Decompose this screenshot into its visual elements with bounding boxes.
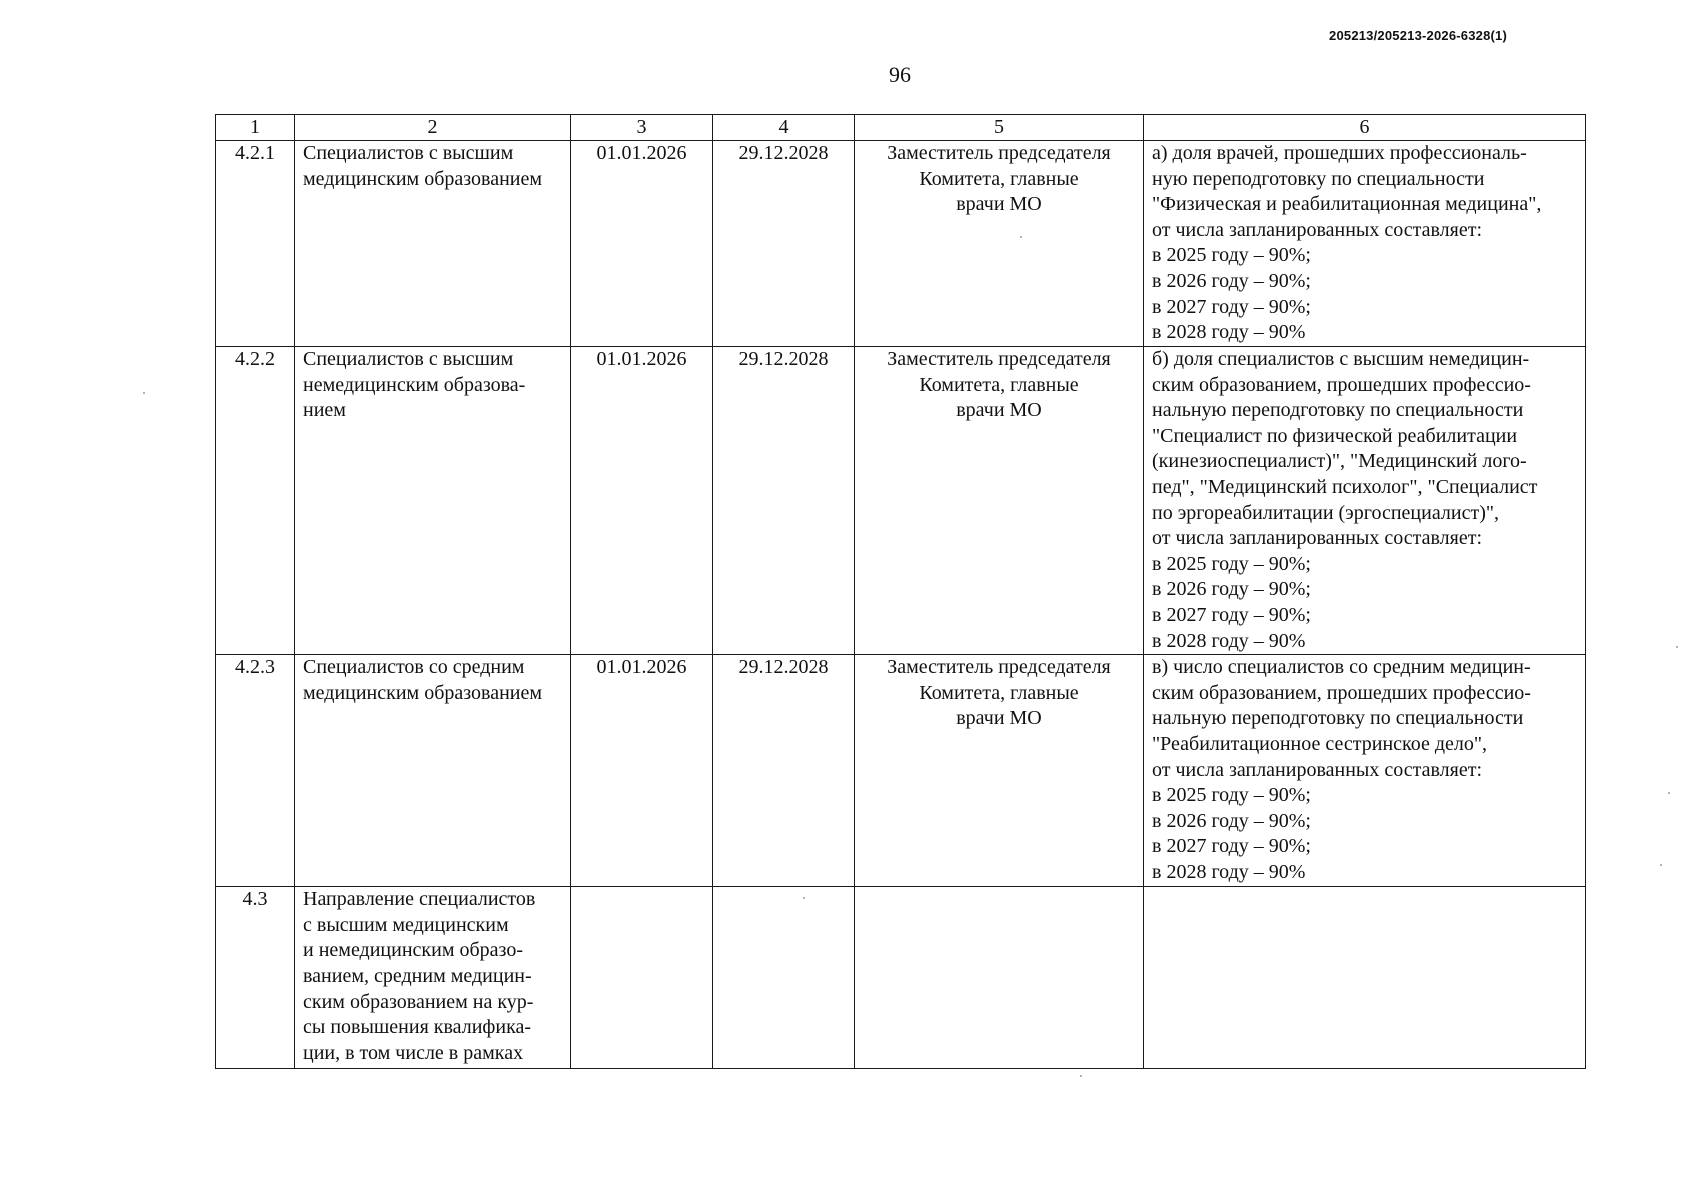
expected-result-line: в 2027 году – 90%; xyxy=(1152,603,1311,626)
expected-result-line: по эргореабилитации (эргоспециалист)", xyxy=(1152,501,1500,524)
expected-result-line: пед", "Медицинский психолог", "Специалист xyxy=(1152,475,1538,498)
expected-result xyxy=(1144,655,1586,887)
activity-name-line: ванием, средним медицин- xyxy=(303,964,532,987)
start-date xyxy=(571,887,713,1069)
scan-speck xyxy=(1676,646,1678,648)
responsible-line: Комитета, главные xyxy=(919,681,1079,704)
expected-result-line: б) доля специалистов с высшим немедицин- xyxy=(1152,348,1530,370)
start-date: 01.01.2026 xyxy=(571,347,713,655)
end-date: 29.12.2028 xyxy=(713,347,855,655)
expected-result-line: в 2026 году – 90%; xyxy=(1152,809,1311,832)
activity-name-line: Специалистов с высшим xyxy=(303,142,514,164)
column-header: 4 xyxy=(713,115,855,141)
expected-result-line: "Физическая и реабилитационная медицина", xyxy=(1152,193,1542,216)
page-number: 96 xyxy=(889,62,911,87)
responsible-line: Комитета, главные xyxy=(919,167,1079,190)
expected-result xyxy=(1144,887,1586,1069)
expected-result-line: (кинезиоспециалист)", "Медицинский лого- xyxy=(1152,450,1527,473)
document-id: 205213/205213-2026-6328(1) xyxy=(1329,28,1507,43)
activity-name-line: немедицинским образова- xyxy=(303,373,526,396)
activity-name xyxy=(295,347,571,655)
end-date xyxy=(713,887,855,1069)
table-row xyxy=(216,887,1586,1069)
scan-speck xyxy=(1080,1075,1082,1077)
table-row xyxy=(216,141,1586,347)
expected-result-line: в 2027 году – 90%; xyxy=(1152,835,1311,858)
column-header: 5 xyxy=(855,115,1144,141)
expected-result-line: "Реабилитационное сестринское дело", xyxy=(1152,732,1488,755)
responsible-line: Комитета, главные xyxy=(919,373,1079,396)
responsible-line: врачи МО xyxy=(956,193,1042,216)
activity-name-line: Специалистов со средним xyxy=(303,656,525,679)
start-date: 01.01.2026 xyxy=(571,141,713,347)
activity-name-line: Направление специалистов xyxy=(303,888,536,911)
row-number: 4.3 xyxy=(216,887,295,1069)
table-row xyxy=(216,655,1586,887)
expected-result-line: в 2025 году – 90%; xyxy=(1152,784,1311,807)
activity-name-line: медицинским образованием xyxy=(303,681,543,704)
expected-result xyxy=(1144,347,1586,655)
scan-speck xyxy=(143,392,145,394)
scan-speck xyxy=(1668,792,1670,794)
column-header: 2 xyxy=(295,115,571,141)
scan-speck xyxy=(803,897,805,899)
expected-result-line: от числа запланированных составляет: xyxy=(1152,758,1482,781)
end-date: 29.12.2028 xyxy=(713,655,855,887)
expected-result-line: в 2028 году – 90% xyxy=(1152,629,1306,652)
expected-result-line: от числа запланированных составляет: xyxy=(1152,527,1482,550)
expected-result-line: в 2025 году – 90%; xyxy=(1152,244,1311,267)
responsible xyxy=(855,141,1144,347)
activity-name xyxy=(295,141,571,347)
responsible-line: врачи МО xyxy=(956,399,1042,422)
scan-speck xyxy=(1660,864,1662,866)
row-number: 4.2.2 xyxy=(216,347,295,655)
activity-name xyxy=(295,655,571,887)
expected-result-line: в) число специалистов со средним медицин- xyxy=(1152,656,1531,679)
expected-result-line: нальную переподготовку по специальности xyxy=(1152,707,1524,730)
responsible xyxy=(855,655,1144,887)
expected-result-line: ским образованием, прошедших профессио- xyxy=(1152,681,1531,704)
activity-name-line: нием xyxy=(303,399,346,422)
activity-name-line: и немедицинским образо- xyxy=(303,939,523,962)
expected-result-line: в 2028 году – 90% xyxy=(1152,860,1306,883)
activity-name-line: сы повышения квалифика- xyxy=(303,1016,532,1039)
column-header: 6 xyxy=(1144,115,1586,141)
end-date: 29.12.2028 xyxy=(713,141,855,347)
column-header: 1 xyxy=(216,115,295,141)
responsible xyxy=(855,887,1144,1069)
expected-result-line: от числа запланированных составляет: xyxy=(1152,218,1482,241)
expected-result-line: в 2026 году – 90%; xyxy=(1152,578,1311,601)
activity-name xyxy=(295,887,571,1069)
plan-table xyxy=(215,114,1586,1069)
column-header: 3 xyxy=(571,115,713,141)
responsible-line: врачи МО xyxy=(956,707,1042,730)
expected-result xyxy=(1144,141,1586,347)
responsible xyxy=(855,347,1144,655)
activity-name-line: с высшим медицинским xyxy=(303,913,509,936)
table-row xyxy=(216,347,1586,655)
expected-result-line: ским образованием, прошедших профессио- xyxy=(1152,373,1531,396)
expected-result-line: ную переподготовку по специальности xyxy=(1152,167,1485,190)
row-number: 4.2.3 xyxy=(216,655,295,887)
activity-name-line: ции, в том числе в рамках xyxy=(303,1041,524,1064)
responsible-line: Заместитель председателя xyxy=(887,656,1111,679)
responsible-line: Заместитель председателя xyxy=(887,348,1111,370)
expected-result-line: в 2025 году – 90%; xyxy=(1152,552,1311,575)
expected-result-line: в 2028 году – 90% xyxy=(1152,321,1306,344)
table-header-row xyxy=(216,115,1586,141)
row-number: 4.2.1 xyxy=(216,141,295,347)
expected-result-line: в 2026 году – 90%; xyxy=(1152,269,1311,292)
expected-result-line: "Специалист по физической реабилитации xyxy=(1152,424,1518,447)
activity-name-line: ским образованием на кур- xyxy=(303,990,534,1013)
activity-name-line: Специалистов с высшим xyxy=(303,348,514,370)
expected-result-line: а) доля врачей, прошедших профессиональ- xyxy=(1152,142,1527,164)
activity-name-line: медицинским образованием xyxy=(303,167,543,190)
expected-result-line: нальную переподготовку по специальности xyxy=(1152,399,1524,422)
expected-result-line: в 2027 году – 90%; xyxy=(1152,295,1311,318)
scan-speck xyxy=(1020,236,1022,238)
responsible-line: Заместитель председателя xyxy=(887,142,1111,164)
start-date: 01.01.2026 xyxy=(571,655,713,887)
